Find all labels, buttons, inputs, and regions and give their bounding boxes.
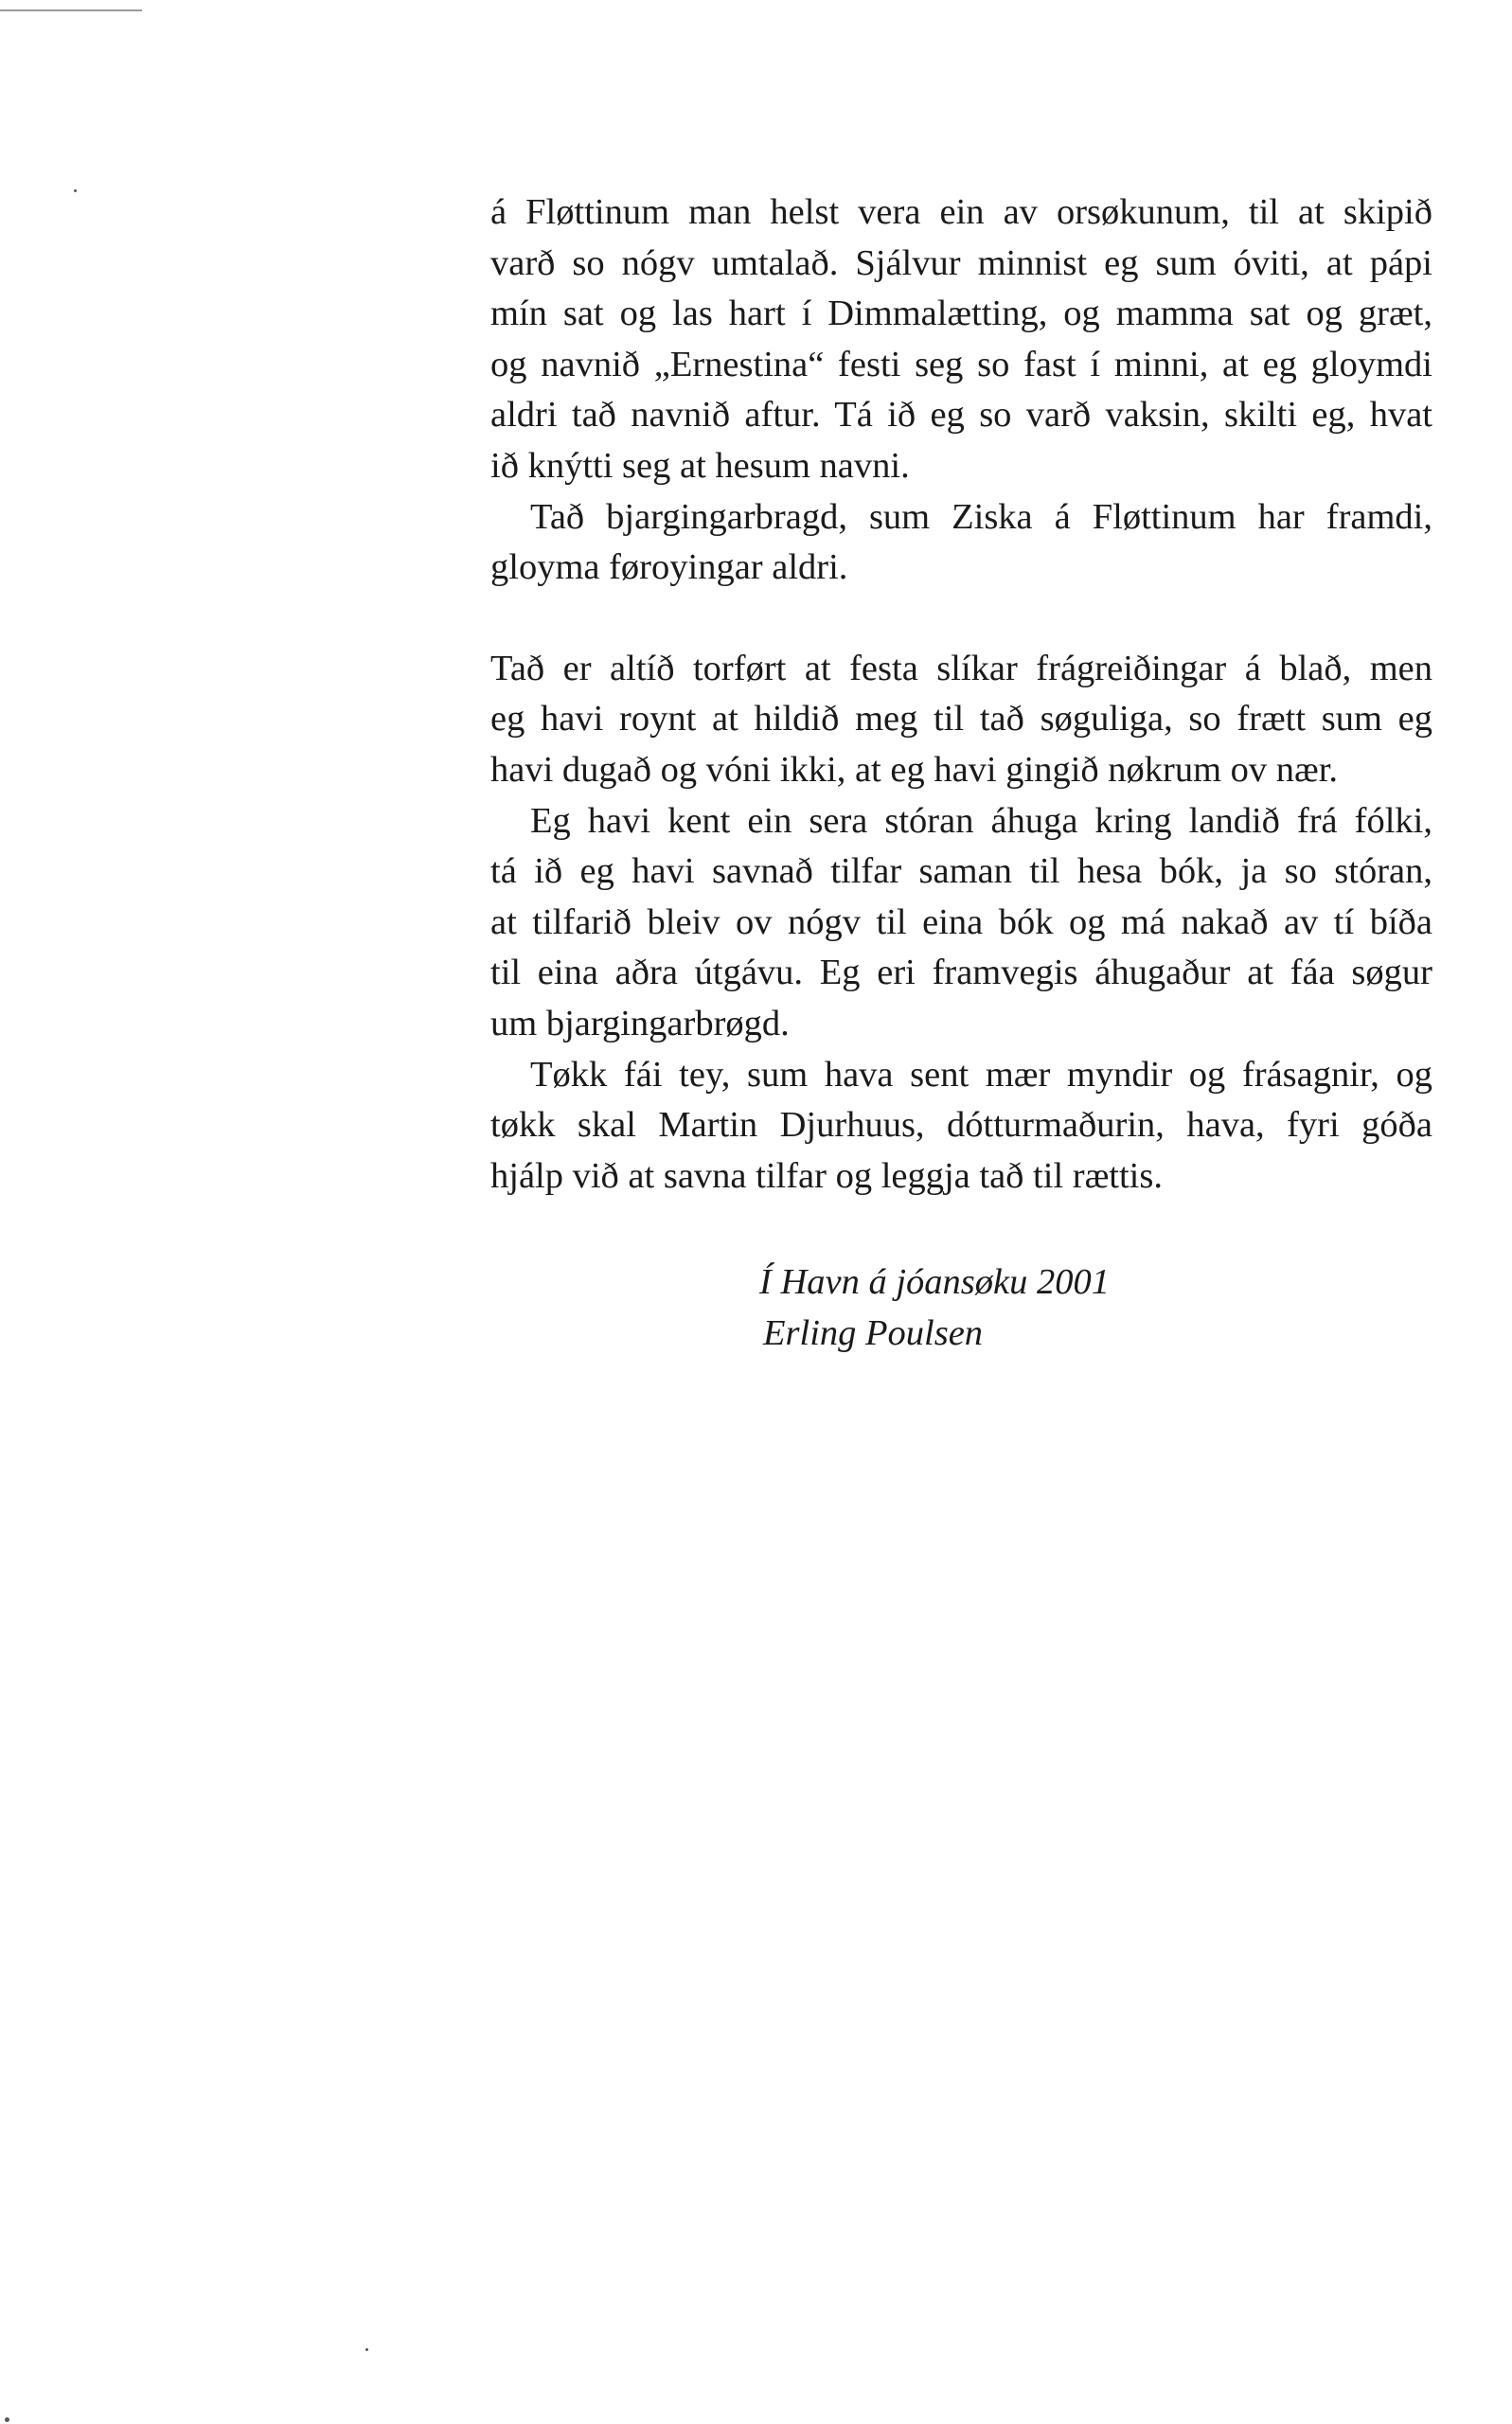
text-line: ið knýtti seg at hesum navni. <box>490 445 910 486</box>
text-line: at tilfarið bleiv ov nógv til eina bók og má nakað av tí bíða <box>490 901 1432 942</box>
text-line: mín sat og las hart í Dimmalætting, og mamma sat og græt, <box>490 294 1432 334</box>
text-line: og navnið „Ernestina“ festi seg so fast í minni, at eg gloymdi <box>490 344 1432 384</box>
scan-speck <box>365 2348 368 2351</box>
text-line: varð so nógv umtalað. Sjálvur minnist eg sum óviti, at pápi <box>490 242 1432 283</box>
body-text <box>490 187 1432 1202</box>
paragraph <box>490 492 1432 594</box>
text-line: tøkk skal Martin Djurhuus, dótturmaðurin, hava, fyri góða <box>490 1105 1432 1146</box>
top-rule <box>0 9 142 11</box>
text-line: Tað er altíð torført at festa slíkar frágreiðingar á blað, men <box>490 648 1432 688</box>
paragraph <box>490 644 1432 796</box>
text-line: Tað bjargingarbragd, sum Ziska á Fløttinum har framdi, <box>530 496 1432 537</box>
paragraph <box>490 1050 1432 1203</box>
text-line: gloyma føroyingar aldri. <box>490 547 848 588</box>
text-line: um bjargingarbrøgd. <box>490 1003 790 1043</box>
scan-speck <box>5 2417 9 2422</box>
text-line: aldri tað navnið aftur. Tá ið eg so varð vaksin, skilti eg, hvat <box>490 395 1432 436</box>
signature-block <box>759 1257 1110 1359</box>
text-line: hjálp við at savna tilfar og leggja tað til rættis. <box>490 1155 1163 1196</box>
signature-author: Erling Poulsen <box>763 1313 984 1353</box>
text-line: Eg havi kent ein sera stóran áhuga kring landið frá fólki, <box>530 800 1432 841</box>
text-line: havi dugað og vóni ikki, at eg havi gingið nøkrum ov nær. <box>490 749 1339 790</box>
text-line: Tøkk fái tey, sum hava sent mær myndir og frásagnir, og <box>530 1054 1432 1095</box>
paragraph <box>490 796 1432 1050</box>
signature-place-date: Í Havn á jóansøku 2001 <box>759 1262 1110 1302</box>
text-line: eg havi roynt at hildið meg til tað søguliga, so frætt sum eg <box>490 699 1432 740</box>
text-line: tá ið eg havi savnað tilfar saman til hesa bók, ja so stóran, <box>490 851 1432 892</box>
scan-speck <box>74 189 77 192</box>
paragraph <box>490 187 1432 492</box>
text-line: til eina aðra útgávu. Eg eri framvegis áhugaður at fáa søgur <box>490 953 1432 993</box>
text-line: á Fløttinum man helst vera ein av orsøkunum, til at skipið <box>490 192 1432 232</box>
